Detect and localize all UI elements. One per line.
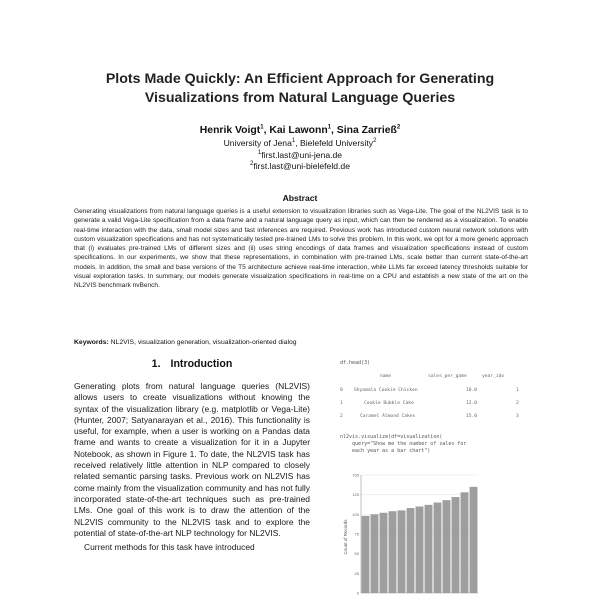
bars (362, 487, 478, 593)
bar-1 (362, 516, 370, 593)
email-text: first.last@uni-jena.de (261, 149, 343, 160)
table-header-cell: year_idx (482, 374, 505, 379)
bar-10 (443, 500, 451, 593)
keywords-text: NL2VIS, visualization generation, visualization-oriented dialog (110, 339, 297, 346)
keywords-label: Keywords: (74, 339, 109, 346)
intro-column (74, 381, 310, 553)
intro-paragraph-1: Generating plots from natural language queries (NL2VIS) allows users to create visualizations without knowing the syntax of the visualization library (e.g. matplotlib or Vega-Lite) (Hunter, 2007; Satyanarayan et al., 2016). This functionality is useful, for example, when a user is working on a Pandas data frame and wants to create a visualization for it in a Jupyter Notebook, as shown in Figure 1. To date, the NL2VIS task has received relatively little attention in NLP compared to closely related semantic parsing tasks. Previous work on NL2VIS has come mainly from the visualization community and has not fully incorporated state-of-the-art techniques such as pre-trained LMs. One goal of this work is to draw the attention of the NL2VIS community to the NL2VIS task and to explore the potential of state-of-the-art NLP technology for NL2VIS. (74, 381, 310, 538)
bar-6 (407, 508, 415, 593)
table-row (340, 401, 530, 411)
abstract-text: Generating visualizations from natural language queries is a useful extension to visualization libraries such as Vega-Lite. The goal of the NL2VIS task is to generate a valid Vega-Lite specification from a data frame and a natural language query as input, which can then be rendered as a visualization. To enable real-time interaction with the data, small model sizes and fast inferences are required. Previous work has introduced custom neural network solutions with custom visualization specifications and has not systematically tested pre-trained LMs to solve this problem. In this work, we opt for a more generic approach that (i) evaluates pre-trained LMs of different sizes and (ii) uses string encodings of data frames and visualization specifications instead of custom specifications. In our experiments, we show that these representations, in combination with pre-trained LMs, scale better than current state-of-the-art models. In addition, the small and base versions of the T5 architecture achieve real-time interaction, while LLMs far exceed latency thresholds suitable for visual exploration tasks. In summary, our models generate visualization specifications in real-time on a CPU and establish a new state of the art on the NL2VIS benchmark nvBench. (74, 208, 528, 289)
abstract-heading: Abstract (282, 193, 318, 203)
table-cell: Caramel Almond Cakes (360, 414, 416, 419)
table-header-cell: name (380, 374, 392, 379)
code-head-call: df.head(3) (340, 360, 371, 366)
affiliation-line: University of Jena$^1$, Bielefeld University$^2$ (223, 138, 377, 148)
code-query-line-2: each year as a bar chart") (340, 448, 431, 454)
y-axis-label: Count of Records (343, 519, 348, 555)
affiliations (60, 138, 540, 173)
code-query-line: query="Show me the number of sales for (340, 441, 467, 447)
email-jena (60, 150, 540, 162)
email-text: first.last@uni-bielefeld.de (253, 161, 350, 171)
y-axis-ticks (352, 473, 359, 596)
paper-title (60, 70, 540, 108)
table-row (340, 388, 530, 398)
bar-7 (416, 506, 424, 593)
table-row (340, 414, 530, 424)
bar-11 (452, 497, 460, 593)
table-cell: 2 (516, 401, 519, 406)
section-heading (74, 358, 310, 370)
y-tick-label: 0 (356, 590, 359, 596)
table-cell: 1 (340, 401, 343, 406)
keywords (74, 338, 528, 347)
author-affil-mark: 2 (396, 124, 401, 131)
section-number: 1. (151, 358, 161, 370)
bar-12 (461, 492, 469, 593)
y-tick-label: 75 (354, 531, 359, 537)
y-tick-label: 50 (354, 551, 359, 557)
bar-8 (425, 505, 433, 593)
affil-mark: 1 (291, 138, 296, 145)
affiliation-jena: University of Jena (223, 138, 292, 148)
table-cell: 12.0 (466, 401, 478, 406)
y-tick-label: 125 (352, 492, 359, 498)
bar-13 (470, 487, 478, 593)
bar-3 (380, 513, 388, 593)
table-cell: 10.0 (466, 388, 478, 393)
section-title: Introduction (170, 358, 233, 370)
table-cell: 3 (516, 414, 519, 419)
email-bielefeld (60, 161, 540, 173)
table-cell: Cookie Bubble Cake (364, 401, 414, 406)
table-cell: 0 (340, 388, 343, 393)
intro-paragraph-2: Current methods for this task have introduced (84, 542, 255, 553)
bar-5 (398, 510, 406, 593)
table-cell: 15.0 (466, 414, 478, 419)
bar-chart (340, 465, 540, 600)
author-name: Kai Lawonn (269, 125, 328, 136)
y-tick-label: 25 (354, 570, 359, 576)
code-visualize-call: nl2vis.visualize(df=visualization( (340, 434, 443, 440)
title-line-2: Visualizations from Natural Language Queries (144, 90, 456, 106)
bar-9 (434, 503, 442, 593)
figure-1 (340, 360, 540, 600)
author-list: Henrik Voigt$^1$, Kai Lawonn$^1$, Sina Zarrieß$^2$ (199, 124, 401, 136)
author-name: Henrik Voigt (199, 125, 261, 136)
table-cell: Shyamala Cookie Chicken (354, 388, 418, 393)
bar-2 (371, 514, 379, 593)
affil-mark: 1 (257, 149, 262, 156)
author-affil-mark: 1 (327, 124, 332, 131)
affil-mark: 2 (250, 161, 254, 168)
table-cell: 1 (516, 388, 519, 393)
table-header-cell: sales_per_game (428, 374, 467, 379)
y-tick-label: 150 (352, 472, 359, 478)
table-cell: 2 (340, 414, 343, 419)
bar-4 (389, 511, 397, 593)
author-name: Sina Zarrieß (336, 125, 397, 136)
table-header-row (340, 374, 530, 384)
author-affil-mark: 1 (260, 124, 264, 131)
title-line-1: Plots Made Quickly: An Efficient Approach for Generating (105, 71, 495, 87)
affiliation-bielefeld: Bielefeld University (300, 138, 374, 148)
y-tick-label: 100 (352, 511, 359, 517)
affil-mark: 2 (373, 138, 377, 145)
